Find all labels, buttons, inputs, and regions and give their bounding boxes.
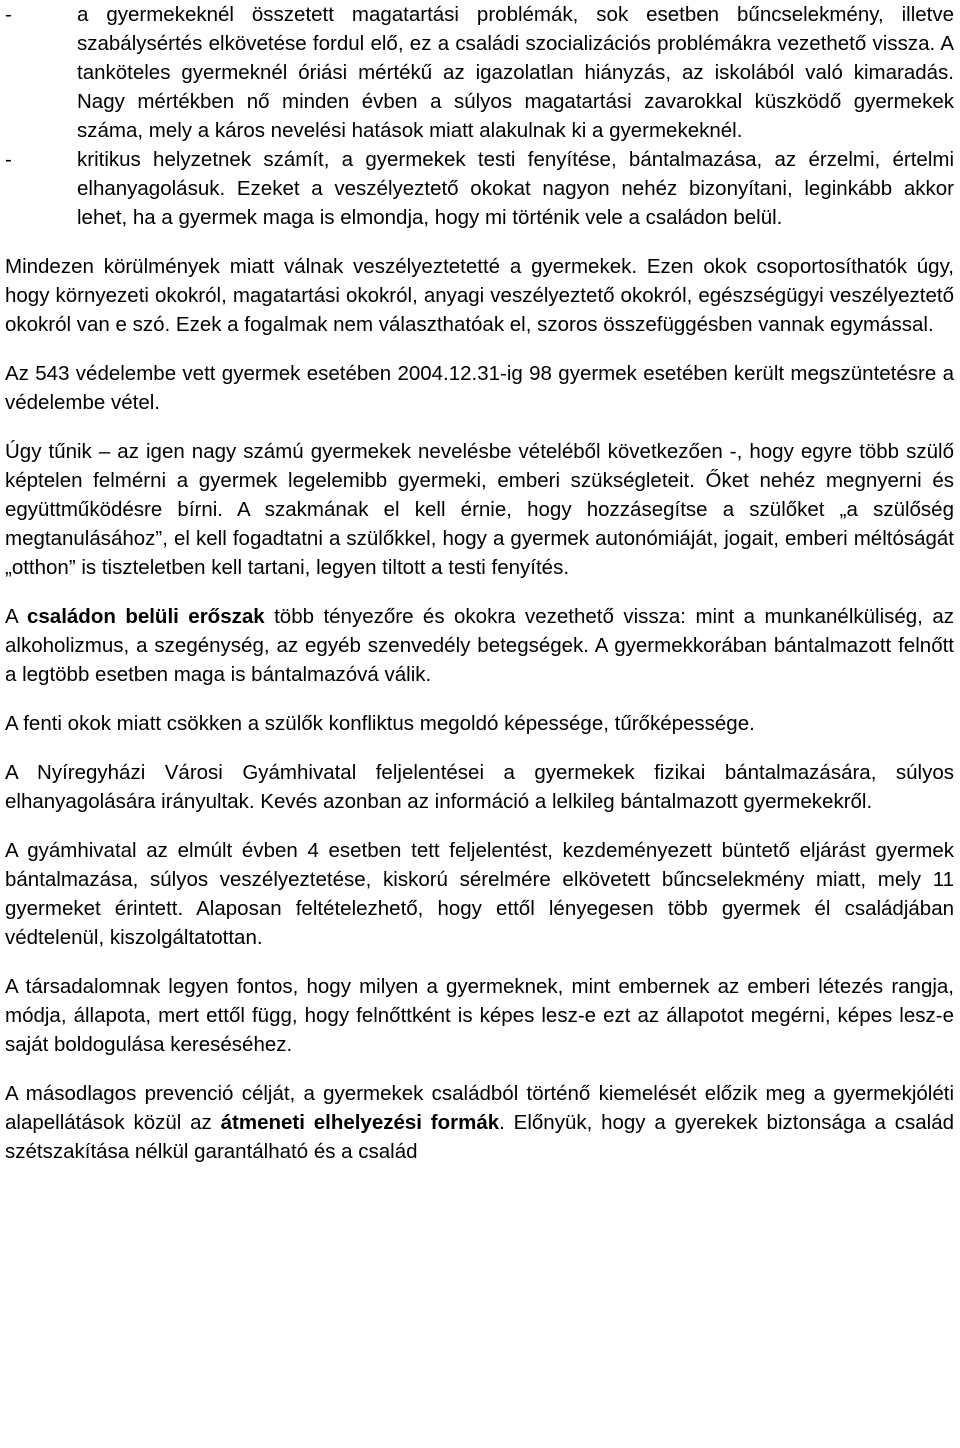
paragraph-conflict-resolution: A fenti okok miatt csökken a szülők konfliktus megoldó képessége, tűrőképessége. [5, 712, 755, 735]
text-run: A [5, 605, 27, 628]
paragraph-society-importance: A társadalomnak legyen fontos, hogy milyen a gyermeknek, mint embernek az emberi létezés rangja, módja, állapota, mert ettől függ, hogy felnőttként is képes lesz-e ezt az állapotot megérni, képes lesz-e saját boldogulása kereséséhez. [5, 975, 954, 1056]
bullet-dash: - [5, 148, 12, 171]
bullet-text: a gyermekeknél összetett magatartási problémák, sok esetben bűncselekmény, illetve szabálysértés elkövetése fordul elő, ez a családi szocializációs problémákra vezethető vissza. A tanköteles gyermeknél óriási mértékű az igazolatlan hiányzás, az iskolából való kimaradás. Nagy mértékben nő minden évben a súlyos magatartási zavarokkal küszködő gyermekek száma, mely a káros nevelési hatások miatt alakulnak ki a gyermekeknél. [77, 3, 954, 142]
paragraph-protection-statistics: Az 543 védelembe vett gyermek esetében 2004.12.31-ig 98 gyermek esetében került megszüntetésre a védelembe vétel. [5, 362, 954, 414]
bullet-item [5, 145, 954, 232]
bullet-dash: - [5, 3, 12, 26]
text-run: több tényezőre és okokra vezethető vissza: mint a munkanélküliség, az alkoholizmus, a szegénység, az egyéb szenvedély betegségek. A gyermekkorában bántalmazott felnőtt a legtöbb esetben maga is bántalmazóvá válik. [5, 605, 954, 686]
paragraph-guardianship-reports: A Nyíregyházi Városi Gyámhivatal feljelentései a gyermekek fizikai bántalmazására, súlyos elhanyagolására irányultak. Kevés azonban az információ a lelkileg bántalmazott gyermekekről. [5, 761, 954, 813]
bold-term: átmeneti elhelyezési formák [220, 1111, 500, 1134]
paragraph-parenting-skills: Úgy tűnik – az igen nagy számú gyermekek nevelésbe vételéből következően -, hogy egyre több szülő képtelen felmérni a gyermek legelemibb gyermeki, emberi szükségleteit. Őket nehéz megnyerni és együttműködésre bírni. A szakmának el kell érnie, hogy hozzásegítse a szülőket „a szülőség megtanulásához”, el kell fogadtatni a szülőkkel, hogy a gyermek autonómiáját, jogait, emberi méltóságát „otthon” is tiszteletben kell tartani, legyen tiltott a testi fenyítés. [5, 440, 954, 579]
text-run: . Előnyük, hogy a gyerekek biztonsága a család szétszakítása nélkül garantálható és a család [5, 1111, 954, 1163]
bullet-item [5, 0, 954, 145]
bullet-text: kritikus helyzetnek számít, a gyermekek testi fenyítése, bántalmazása, az érzelmi, értelmi elhanyagolásuk. Ezeket a veszélyeztető okokat nagyon nehéz bizonyítani, leginkább akkor lehet, ha a gyermek maga is elmondja, hogy mi történik vele a családon belül. [77, 148, 954, 229]
bullet-list [5, 0, 954, 232]
paragraph-endangerment-causes: Mindezen körülmények miatt válnak veszélyeztetetté a gyermekek. Ezen okok csoportosíthatók úgy, hogy környezeti okokról, magatartási okokról, anyagi veszélyeztető okokról, egészségügyi veszélyeztető okokról van e szó. Ezek a fogalmak nem választhatóak el, szoros összefüggésben vannak egymással. [5, 255, 954, 336]
paragraph-criminal-complaints: A gyámhivatal az elmúlt évben 4 esetben tett feljelentést, kezdeményezett büntető eljárást gyermek bántalmazása, súlyos veszélyeztetése, kiskorú sérelmére elkövetett bűncselekmény miatt, mely 11 gyermeket érintett. Alaposan feltételezhető, hogy ettől lényegesen több gyermek él családjában védtelenül, kiszolgáltatottan. [5, 839, 954, 949]
bold-term: családon belüli erőszak [27, 605, 265, 628]
paragraph-domestic-violence [5, 602, 954, 689]
text-run: A másodlagos prevenció célját, a gyermekek családból történő kiemelését előzik meg a gyermekjóléti alapellátások közül az [5, 1082, 954, 1134]
paragraph-secondary-prevention [5, 1079, 954, 1166]
